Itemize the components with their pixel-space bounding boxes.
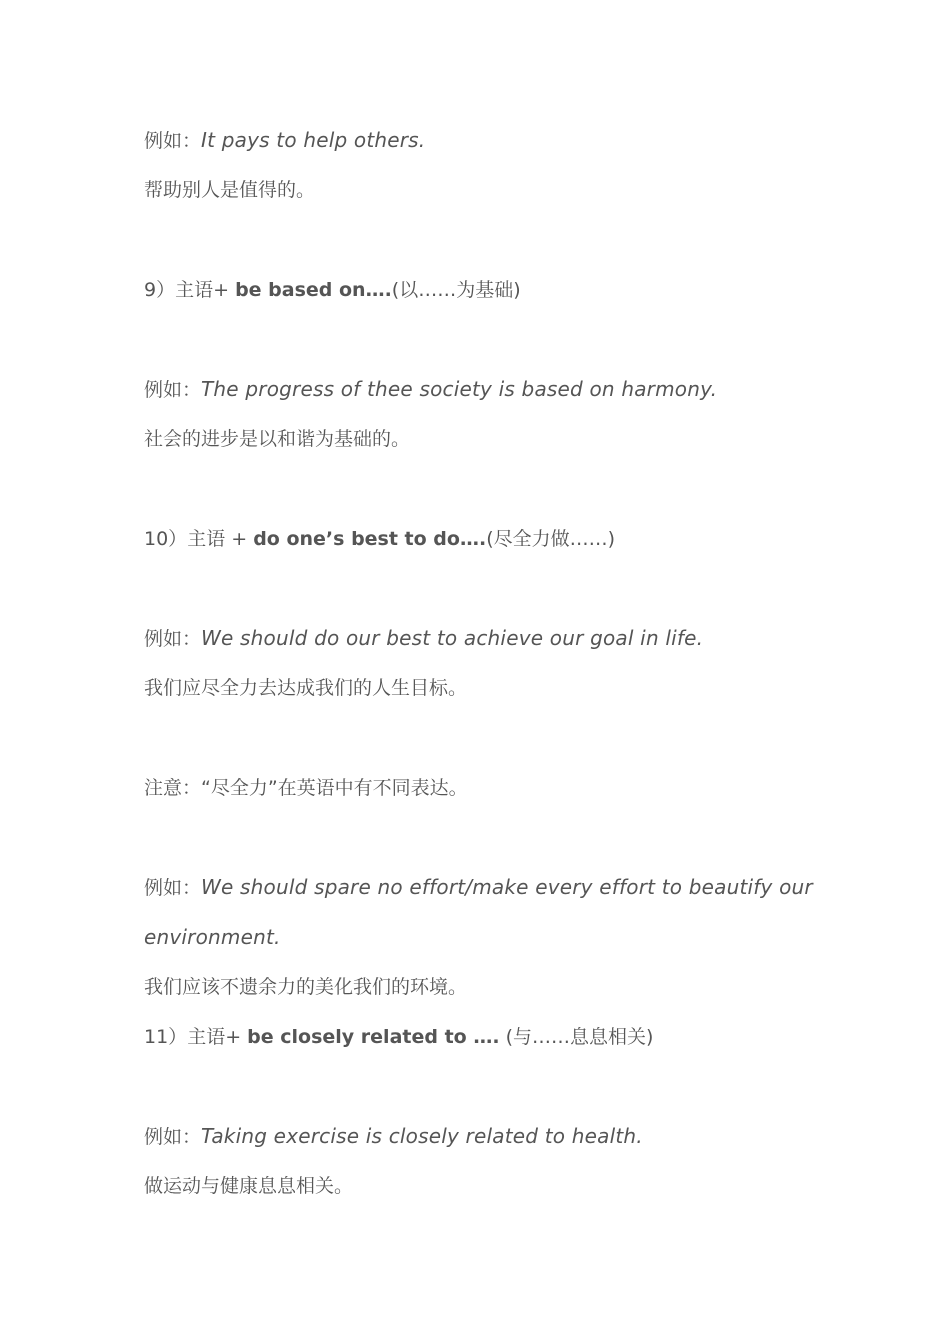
pattern-meaning: (尽全力做……) [486,528,616,550]
example-prefix: 例如： [144,130,202,152]
pattern-phrase: do one’s best to do…. [253,528,487,550]
example-sentence-continuation: environment. [144,925,281,949]
pattern-heading [144,1024,653,1050]
pattern-heading [144,277,521,303]
example-line [144,1123,643,1150]
example-line [144,625,703,652]
pattern-number: 10） [144,528,188,550]
note-line: 注意：“尽全力”在英语中有不同表达。 [144,777,468,799]
example-prefix: 例如： [144,628,202,650]
example-prefix: 例如： [144,877,202,899]
pattern-number: 9） [144,279,176,301]
pattern-label: 主语+ [187,1026,248,1048]
example-line [144,127,425,154]
example-line [144,376,717,403]
pattern-meaning: (以……为基础) [391,279,521,301]
pattern-label: 主语 + [187,528,254,550]
example-sentence: We should do our best to achieve our goal in life. [201,626,704,650]
example-sentence: The progress of thee society is based on harmony. [201,377,718,401]
example-sentence: We should spare no effort/make every effort to beautify our [201,875,813,899]
pattern-heading [144,526,615,552]
pattern-phrase: be based on…. [235,279,392,301]
example-line [144,874,813,901]
pattern-phrase: be closely related to …. [247,1026,500,1048]
translation-line: 做运动与健康息息相关。 [144,1175,354,1197]
example-sentence: Taking exercise is closely related to health. [201,1124,643,1148]
example-sentence: It pays to help others. [201,128,426,152]
pattern-meaning: (与……息息相关) [499,1026,654,1048]
translation-line: 帮助别人是值得的。 [144,179,316,201]
example-prefix: 例如： [144,379,202,401]
example-prefix: 例如： [144,1126,202,1148]
translation-line: 我们应该不遗余力的美化我们的环境。 [144,976,468,998]
pattern-label: 主语+ [175,279,236,301]
translation-line: 我们应尽全力去达成我们的人生目标。 [144,677,468,699]
pattern-number: 11） [144,1026,188,1048]
translation-line: 社会的进步是以和谐为基础的。 [144,428,411,450]
